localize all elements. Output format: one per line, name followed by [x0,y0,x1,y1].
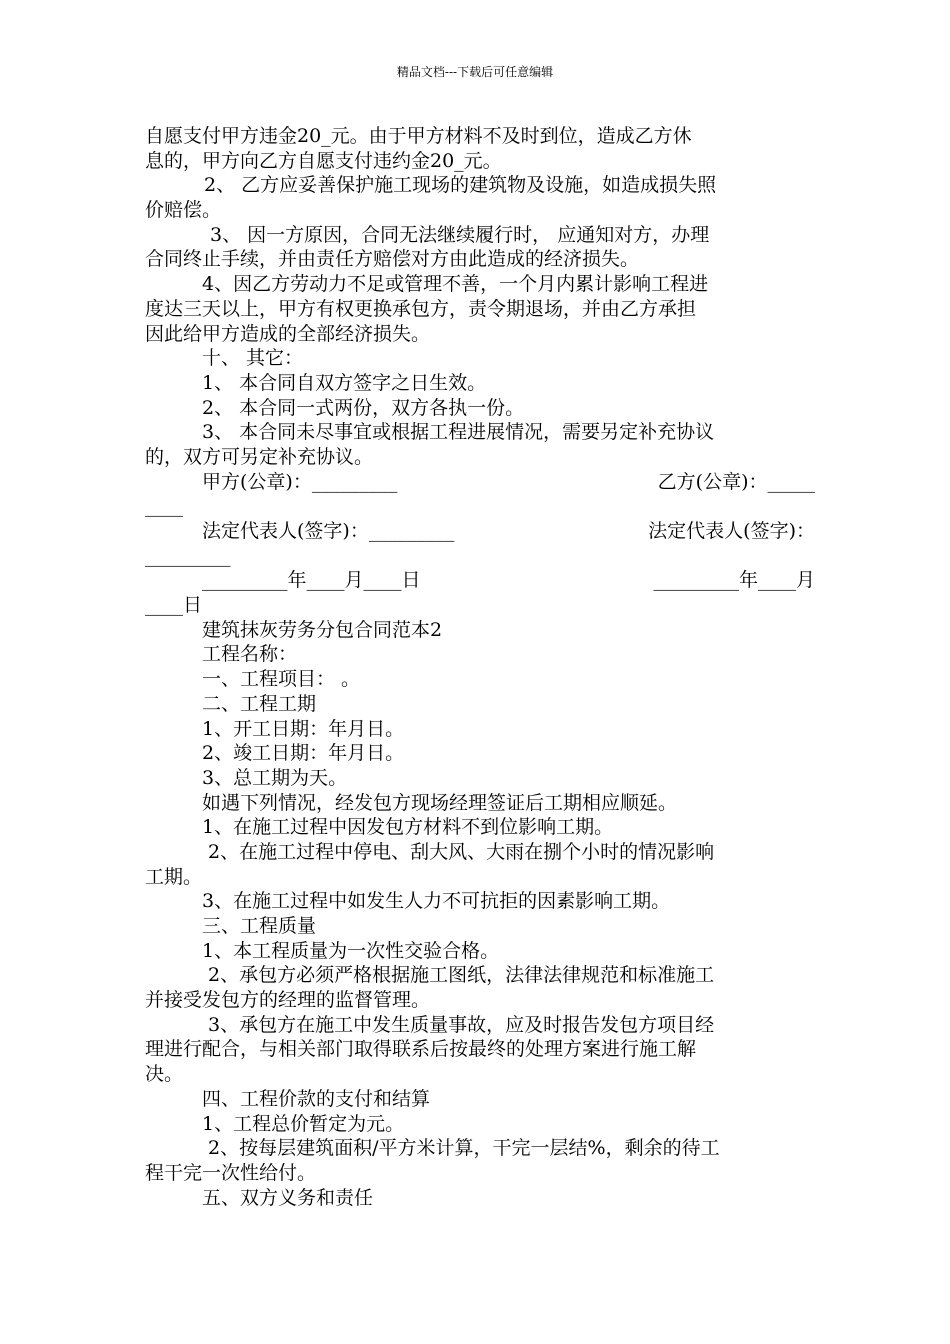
paragraph-line: 度达三天以上，甲方有权更换承包方，责令期退场，并由乙方承担 [145,297,697,320]
paragraph-line: 三、工程质量 [202,915,317,937]
paragraph-line: 1、开工日期：年月日。 [202,717,405,740]
paragraph-line: 工期。 [145,865,203,888]
party-a-representative: 法定代表人(签字)：_________ [202,520,455,542]
paragraph-line: 息的，甲方向乙方自愿支付违约金20_元。 [145,149,502,172]
paragraph-line: 十、 其它： [202,347,304,370]
paragraph-line: 2、在施工过程中停电、刮大风、大雨在捌个小时的情况影响 [202,840,715,863]
paragraph-line: 程干完一次性给付。 [145,1161,317,1184]
signature-row-date [145,568,815,593]
party-a-date: _________年____月____日 [202,569,421,592]
signature-row-representative [145,519,815,544]
paragraph-line: 1、 本合同自双方签字之日生效。 [202,371,487,394]
signature-continuation: ____日 [145,594,203,617]
paragraph-line: 自愿支付甲方违金20_元。由于甲方材料不及时到位，造成乙方休 [145,125,692,147]
paragraph-line: 4、因乙方劳动力不足或管理不善，一个月内累计影响工程进 [202,273,709,296]
signature-continuation: ____ [145,495,183,518]
party-b-date: _________年____月 [653,569,815,592]
document-body [145,124,815,1210]
paragraph-line: 因此给甲方造成的全部经济损失。 [145,322,431,345]
paragraph-line: 2、 乙方应妥善保护施工现场的建筑物及设施，如造成损失照 [204,174,717,197]
page-header: 精品文档---下载后可任意编辑 [396,65,554,79]
signature-continuation: _________ [145,544,231,567]
paragraph-line: 2、 本合同一式两份，双方各执一份。 [202,396,525,419]
party-b-representative: 法定代表人(签字)： [648,520,815,542]
paragraph-line: 3、 因一方原因，合同无法继续履行时， 应通知对方，办理 [204,223,710,246]
paragraph-line: 四、工程价款的支付和结算 [202,1087,431,1110]
paragraph-line: 3、总工期为天。 [202,766,348,789]
paragraph-line: 一、工程项目： 。 [202,668,361,691]
paragraph-line: 的，双方可另定补充协议。 [145,445,374,468]
contract-part-1 [145,124,815,445]
paragraph-line: 2、竣工日期：年月日。 [202,742,405,765]
paragraph-line: 决。 [145,1063,184,1086]
party-b-seal: 乙方(公章)：_____ [657,470,815,493]
paragraph-line: 价赔偿。 [145,199,222,222]
paragraph-line: 1、工程总价暂定为元。 [202,1112,405,1135]
paragraph-line: 合同终止手续，并由责任方赔偿对方由此造成的经济损失。 [145,248,640,271]
paragraph-line: 3、在施工过程中如发生人力不可抗拒的因素影响工期。 [202,890,671,913]
paragraph-line: 1、本工程质量为一次性交验合格。 [202,939,500,962]
paragraph-line: 工程名称： [202,643,298,666]
paragraph-line: 建筑抹灰劳务分包合同范本2 [202,618,443,641]
paragraph-line: 二、工程工期 [202,692,317,715]
paragraph-line: 理进行配合，与相关部门取得联系后按最终的处理方案进行施工解 [145,1038,697,1061]
party-a-seal: 甲方(公章)：_________ [202,470,398,493]
paragraph-line: 如遇下列情况，经发包方现场经理签证后工期相应顺延。 [202,791,678,814]
paragraph-line: 并接受发包方的经理的监督管理。 [145,989,431,1012]
paragraph-line: 3、承包方在施工中发生质量事故，应及时报告发包方项目经 [202,1013,715,1036]
paragraph-line: 1、在施工过程中因发包方材料不到位影响工期。 [202,816,614,839]
paragraph-line: 3、 本合同未尽事宜或根据工程进展情况，需要另定补充协议 [202,421,715,444]
signature-row-party [145,470,815,495]
paragraph-line: 2、承包方必须严格根据施工图纸，法律法律规范和标准施工 [202,964,715,987]
paragraph-line: 五、双方义务和责任 [202,1186,374,1209]
contract-part-2 [145,618,815,1211]
paragraph-line: 2、按每层建筑面积/平方米计算，干完一层结%，剩余的待工 [202,1137,720,1160]
